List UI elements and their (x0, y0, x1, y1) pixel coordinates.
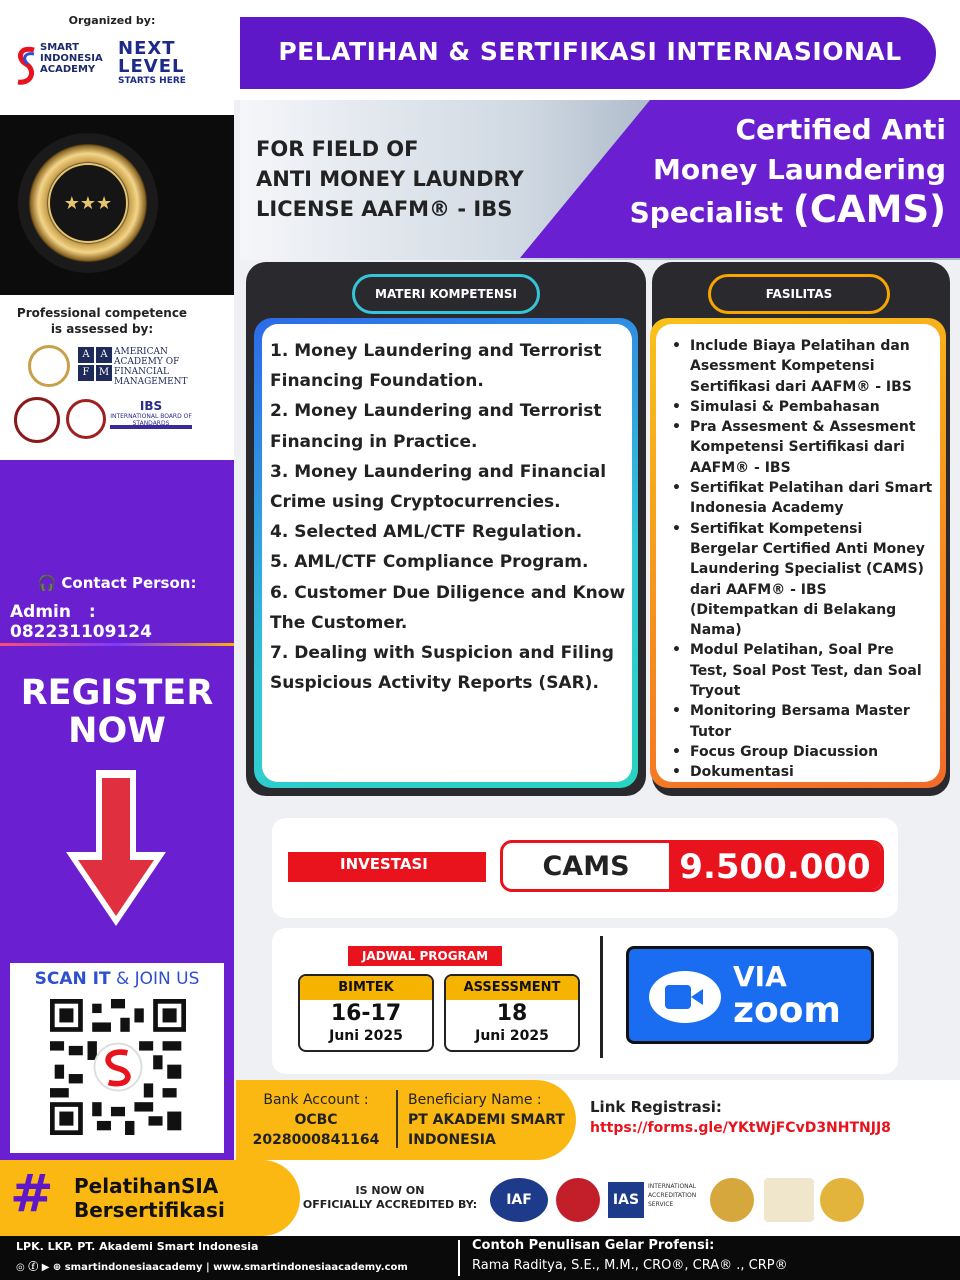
scan-qr-section (10, 963, 224, 1153)
ibs-text: IBS (139, 399, 163, 413)
sia-logo-line2: INDONESIA (40, 53, 103, 64)
bimtek-date: 16-17 (330, 1001, 402, 1026)
register-line1: REGISTER (20, 673, 214, 713)
admin-label: Admin (10, 602, 71, 622)
hashtag-line2: Bersertifikasi (74, 1198, 225, 1222)
beneficiary-name-2: INDONESIA (408, 1132, 496, 1148)
fasilitas-item: • Dokumentasi (668, 762, 934, 782)
materi-item: 6. Customer Due Diligence and Know The Customer. (270, 582, 626, 633)
jadwal-label: JADWAL PROGRAM (348, 946, 502, 966)
gradient-divider (0, 643, 234, 646)
fasilitas-item: • Modul Pelatihan, Soal Pre Test, Soal Post Test, dan Soal Tryout (668, 640, 934, 701)
register-now-heading (0, 674, 234, 750)
register-line2: NOW (68, 711, 166, 751)
aafm-letter-a1: A (78, 347, 94, 363)
fasilitas-item: • Sertifikat Pelatihan dari Smart Indonesia Academy (668, 478, 934, 519)
red-seal-icon (14, 397, 60, 443)
bimtek-date-card (298, 974, 434, 1052)
beneficiary-label: Beneficiary Name : (408, 1092, 542, 1108)
materi-item: 1. Money Laundering and Terrorist Financing Foundation. (270, 341, 602, 392)
gelar-label: Contoh Penulisan Gelar Profensi: (472, 1238, 715, 1253)
assessed-line2: is assessed by: (50, 322, 154, 336)
crest-seal-icon (66, 399, 106, 439)
accredited-label (300, 1184, 480, 1212)
bank-account (246, 1090, 386, 1150)
gold-medal-icon (820, 1178, 864, 1222)
footer-social (16, 1258, 408, 1273)
organized-by-label: Organized by: (68, 14, 156, 27)
social-icons: ◎ ⓕ ▶ ⊕ (16, 1262, 65, 1273)
iaf-logo: IAF (490, 1178, 548, 1222)
eagle-crest-icon (764, 1178, 814, 1222)
beneficiary (408, 1090, 578, 1150)
materi-list (270, 336, 632, 698)
certification-title (580, 110, 946, 233)
fasilitas-item: • Sertifikat Kompetensi Bergelar Certified Anti Money Laundering Specialist (CAMS) dari AAFM® - IBS (Ditempatkan di Belakang Nama) (668, 519, 934, 641)
ias-logo (608, 1178, 704, 1222)
aafm-letter-f: F (78, 365, 94, 381)
fasilitas-item: • Monitoring Bersama Master Tutor (668, 701, 934, 742)
ias-subtext: INTERNATIONAL ACCREDITATION SERVICE (648, 1183, 697, 1208)
field-line1: FOR FIELD OF (256, 137, 419, 161)
header-title: PELATIHAN & SERTIFIKASI INTERNASIONAL (278, 37, 902, 66)
assessment-date-card (444, 974, 580, 1052)
nl-line2: LEVEL (118, 56, 185, 77)
cert-line2: Money Laundering (652, 153, 946, 186)
assessed-by-label (0, 305, 204, 337)
zoom-camera-icon (649, 971, 721, 1023)
assessed-line1: Professional competence (16, 306, 188, 320)
materi-item: 2. Money Laundering and Terrorist Financing in Practice. (270, 401, 602, 452)
bank-name: OCBC (294, 1112, 338, 1128)
zoom-word: zoom (733, 990, 841, 1031)
headset-icon: 🎧 (37, 574, 62, 592)
aafm-logo (78, 345, 188, 385)
materi-item: 3. Money Laundering and Financial Crime using Cryptocurrencies. (270, 461, 607, 513)
organizer-section (0, 0, 234, 115)
sia-logo-line3: ACADEMY (40, 64, 96, 75)
next-level-logo (118, 40, 210, 96)
ibs-subtext: INTERNATIONAL BOARD OF STANDARDS (110, 413, 192, 427)
price-value: 9.500.000 (669, 843, 881, 889)
materi-item: 7. Dealing with Suspicion and Filing Suspicious Activity Reports (SAR). (270, 643, 614, 694)
sia-mark-icon (14, 44, 38, 88)
scan-rest: & JOIN US (110, 969, 200, 989)
footer-org: LPK. LKP. PT. Akademi Smart Indonesia (16, 1240, 259, 1253)
bank-account-label: Bank Account : (263, 1092, 369, 1108)
scan-bold: SCAN IT (34, 969, 111, 989)
qr-code-icon[interactable] (50, 999, 186, 1135)
bimtek-title: BIMTEK (300, 976, 432, 1000)
bimtek-month: Juni 2025 (329, 1028, 403, 1044)
assessment-date: 18 (496, 1001, 528, 1026)
via-zoom-badge (626, 946, 874, 1044)
scan-label (10, 969, 224, 989)
smart-indonesia-academy-logo (14, 40, 102, 96)
gold-badge-icon (18, 133, 158, 273)
tab-materi-kompetensi: MATERI KOMPETENSI (352, 274, 540, 314)
accredited-line2: OFFICIALLY ACCREDITED BY: (302, 1198, 478, 1211)
admin-phone[interactable]: : 082231109124 (10, 602, 152, 642)
assessed-by-section (0, 295, 234, 460)
assessment-title: ASSESSMENT (446, 976, 578, 1000)
fasilitas-list (668, 336, 934, 783)
ias-mark: IAS (608, 1182, 644, 1218)
investasi-label: INVESTASI (288, 852, 486, 882)
nl-line3: STARTS HERE (118, 76, 186, 86)
sia-logo-line1: SMART (40, 42, 79, 53)
certification-badge-section (0, 115, 234, 295)
nl-line1: NEXT (118, 38, 176, 59)
hashtag-icon: # (10, 1164, 54, 1224)
footer-divider (458, 1240, 460, 1276)
gold-seal-icon (710, 1178, 754, 1222)
cert-acronym: (CAMS) (792, 188, 946, 231)
field-line2: ANTI MONEY LAUNDRY (256, 167, 524, 191)
accredited-line1: IS NOW ON (355, 1184, 425, 1197)
field-line3: LICENSE AAFM® - IBS (256, 197, 513, 221)
cert-line3a: Specialist (629, 196, 784, 229)
footer-social-text[interactable]: smartindonesiaacademy | www.smartindonesiaacademy.com (64, 1262, 408, 1273)
badge-stars-icon: ★★★ (48, 163, 128, 243)
materi-item: 4. Selected AML/CTF Regulation. (270, 522, 583, 543)
fasilitas-item: • Simulasi & Pembahasan (668, 397, 934, 417)
arrow-down-icon (60, 770, 172, 930)
seal-icon (28, 345, 70, 387)
price-program: CAMS (542, 851, 630, 882)
assessment-month: Juni 2025 (475, 1028, 549, 1044)
materi-item: 5. AML/CTF Compliance Program. (270, 552, 589, 573)
link-registrasi-url[interactable]: https://forms.gle/YKtWjFCvD3NHTNJJ8 (590, 1120, 891, 1136)
aafm-text-3: FINANCIAL (114, 367, 169, 377)
aafm-text-4: MANAGEMENT (114, 377, 188, 387)
fasilitas-item: • Pra Assesment & Assesment Kompetensi Sertifikasi dari AAFM® - IBS (668, 417, 934, 478)
contact-label-text: Contact Person: (61, 574, 197, 592)
aafm-text-2: ACADEMY OF (114, 357, 180, 367)
fasilitas-item: • Focus Group Diacussion (668, 742, 934, 762)
fasilitas-item: • Include Biaya Pelatihan dan Asessment Kompetensi Sertifikasi dari AAFM® - IBS (668, 336, 934, 397)
kan-seal-icon (556, 1178, 600, 1222)
zoom-via-text: VIA (733, 960, 787, 993)
admin-contact (10, 602, 230, 642)
gelar-example: Rama Raditya, S.E., M.M., CRO®, CRA® ., CRP® (472, 1258, 788, 1273)
beneficiary-name-1: PT AKADEMI SMART (408, 1112, 565, 1128)
contact-person-label (0, 574, 234, 592)
aafm-letter-a2: A (96, 347, 112, 363)
price-box (500, 840, 884, 892)
ibs-logo (110, 399, 192, 429)
jadwal-divider (600, 936, 603, 1058)
aafm-letter-m: M (96, 365, 112, 381)
link-registrasi-label: Link Registrasi: (590, 1098, 722, 1116)
tab-fasilitas: FASILITAS (708, 274, 890, 314)
bank-account-number: 2028000841164 (252, 1132, 380, 1148)
aafm-text-1: AMERICAN (114, 347, 168, 357)
hashtag-line1: PelatihanSIA (74, 1174, 219, 1198)
hashtag-text (74, 1174, 225, 1222)
cert-line1: Certified Anti (735, 113, 946, 146)
bank-divider (396, 1090, 398, 1148)
